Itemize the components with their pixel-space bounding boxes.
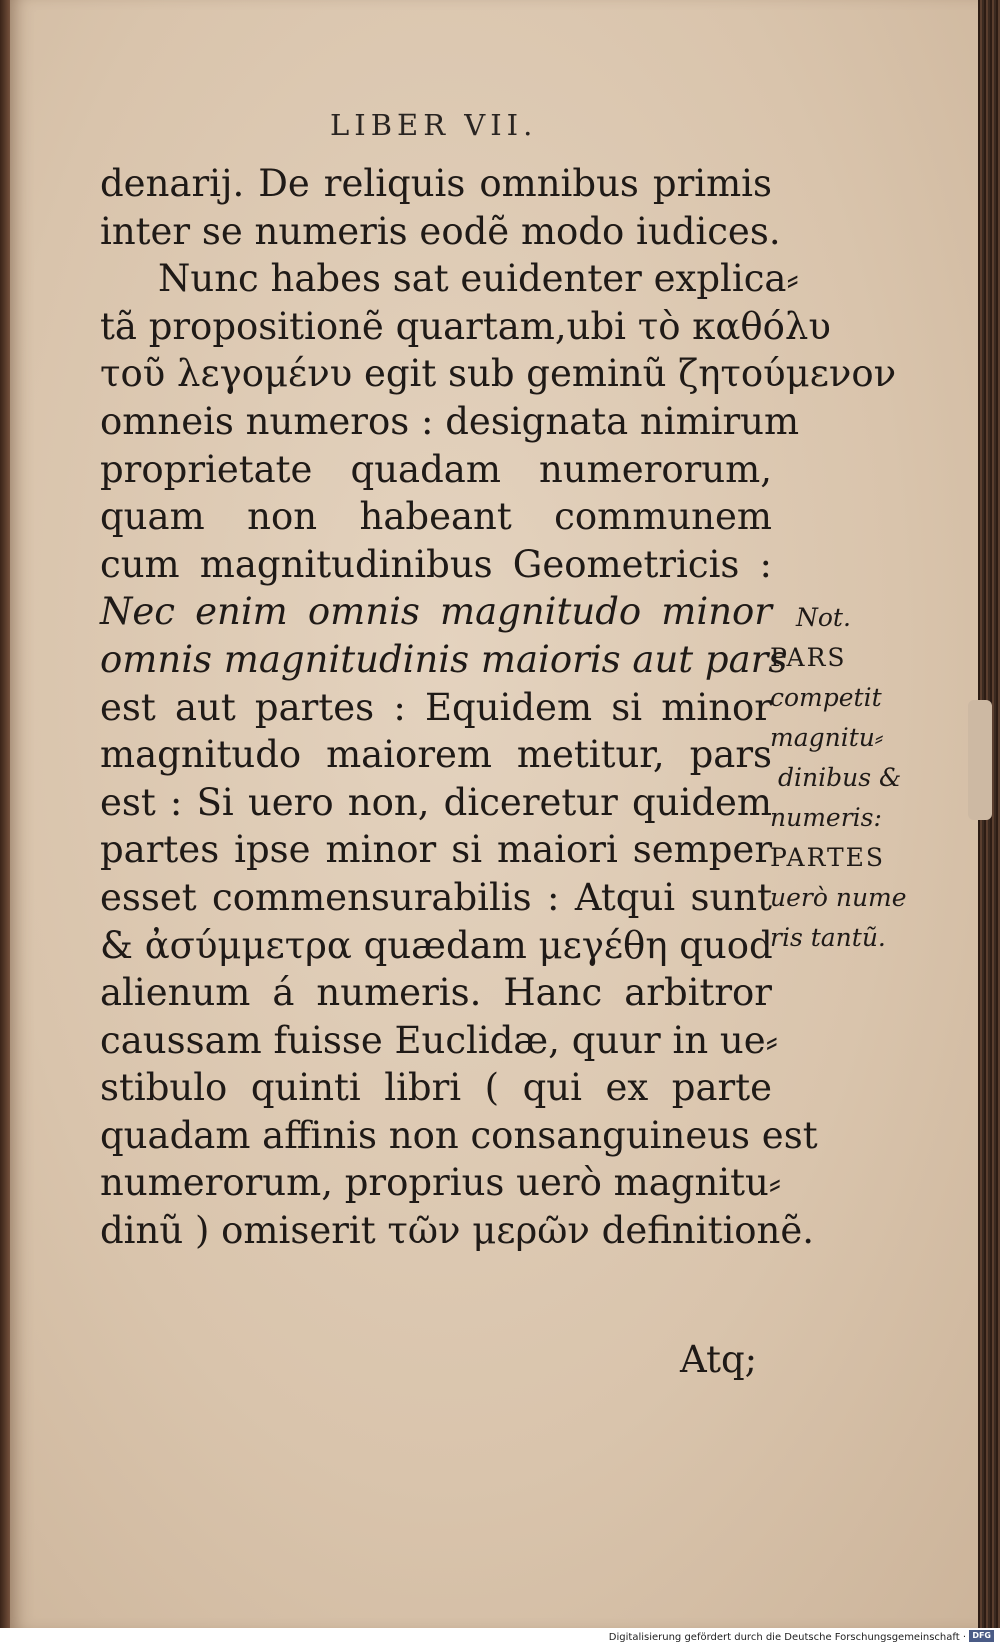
text-line: & ἀσύμμετρα quædam μεγέθη quod (100, 923, 773, 967)
running-head: LIBER VII. (330, 108, 538, 142)
text-line: caussam fuisse Euclidæ, quur in ue⸗ (100, 1018, 778, 1062)
text-line: esset commensurabilis : Atqui sunt (100, 875, 772, 919)
text-line: alienum á numeris. Hanc arbitror (100, 971, 772, 1015)
text-line: quadam affinis non consanguineus est (100, 1113, 818, 1157)
text-line: denarij. De reliquis omnibus primis (100, 162, 772, 205)
margin-note-line: uerò nume (770, 883, 907, 912)
text-line: est : Si uero non, diceretur quidem (100, 780, 772, 824)
footer-credit: Digitalisierung gefördert durch die Deutsche Forschungsgemeinschaft · (608, 1632, 966, 1643)
margin-note-line: PARTES (770, 843, 886, 872)
margin-note-line: PARS (770, 643, 847, 672)
text-line: stibulo quinti libri ( qui ex parte (100, 1066, 772, 1110)
margin-note-line: numeris: (770, 803, 882, 832)
text-line: Nec enim omnis magnitudo minor (100, 590, 772, 634)
margin-note-line: dinibus & (778, 763, 902, 792)
text-line: proprietate quadam numerorum, (100, 447, 772, 491)
margin-note-line: Not. (796, 603, 851, 632)
text-line: omneis numeros : designata nimirum (100, 399, 800, 443)
margin-note-line: magnitu⸗ (770, 723, 884, 752)
text-line: tã propositionẽ quartam,ubi τὸ καθόλυ (100, 304, 831, 348)
text-line: est aut partes : Equidem si minor (100, 685, 772, 729)
margin-note-line: ris tantũ. (770, 923, 886, 952)
footer-strip (0, 1628, 1000, 1644)
text-line: τοῦ λεγομένυ egit sub geminũ ζητούμενον (100, 352, 897, 396)
text-line: Nunc habes sat euidenter explica⸗ (158, 257, 799, 301)
marginal-notes (770, 598, 910, 958)
text-line: magnitudo maiorem metitur, pars (100, 733, 772, 777)
catchword: Atq; (680, 1338, 758, 1381)
text-line: cum magnitudinibus Geometricis : (100, 542, 772, 586)
text-line: omnis magnitudinis maioris aut pars (100, 637, 788, 681)
page-fore-edge (978, 0, 1000, 1644)
text-line: quam non habeant communem (100, 495, 772, 539)
text-line: inter se numeris eodẽ modo iudices. (100, 209, 781, 253)
text-line: partes ipse minor si maiori semper (100, 828, 772, 872)
text-line: dinũ ) omiserit τῶν μερῶν definitionẽ. (100, 1209, 815, 1253)
margin-note-line: competit (770, 683, 882, 712)
dfg-logo: DFG (969, 1630, 994, 1642)
page-tab (968, 700, 992, 820)
text-line: numerorum, proprius uerò magnitu⸗ (100, 1161, 782, 1205)
